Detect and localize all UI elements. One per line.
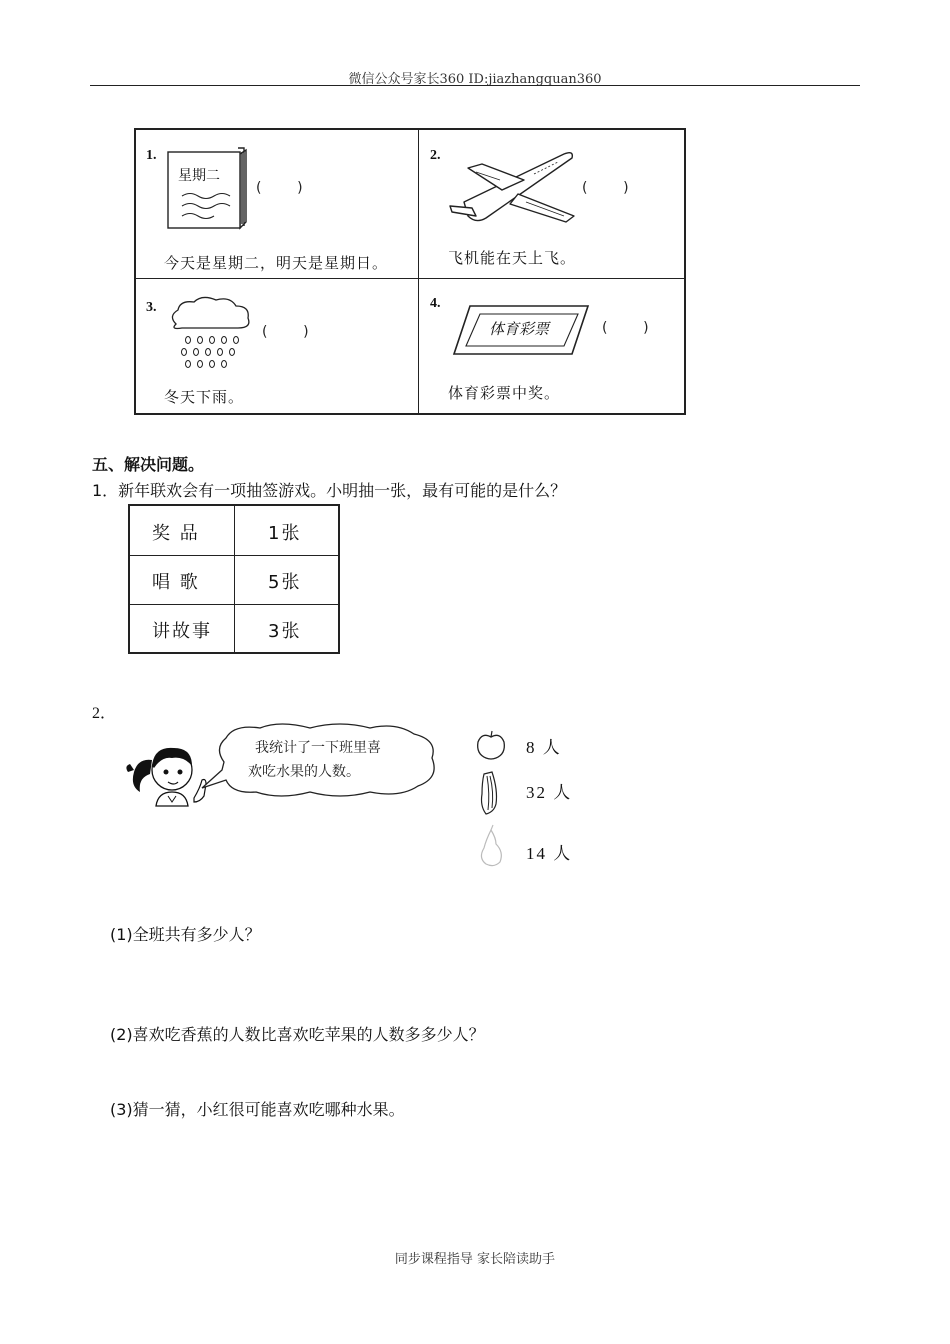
grid-divider-horizontal [134,278,686,279]
pear-icon [476,824,506,870]
table-row-3-count: 3张 [268,621,302,642]
section-title: 五、解决问题。 [92,455,205,474]
judge-3-statement: 冬天下雨。 [164,388,245,406]
apple-icon [474,728,508,762]
judge-2-answer[interactable]: ( ) [582,180,629,196]
apple-count: 8 人 [526,738,562,757]
judge-2-number: 2. [430,148,441,163]
sub-question-1: (1)全班共有多少人？ [110,925,261,944]
banana-icon [476,770,506,816]
bubble-line-2: 欢吃水果的人数。 [248,764,360,780]
question-1: 1．新年联欢会有一项抽签游戏。小明抽一张，最有可能的是什么？ [92,481,567,500]
pear-count: 14 人 [526,844,573,863]
sub-question-2: (2)喜欢吃香蕉的人数比喜欢吃苹果的人数多多少人？ [110,1025,485,1044]
judge-3-number: 3. [146,300,157,315]
page-header: 微信公众号家长360 ID:jiazhangquan360 [348,72,602,87]
table-row-2-count: 5张 [268,572,302,593]
judge-1-number: 1. [146,148,157,163]
judge-2-statement: 飞机能在天上飞。 [448,249,577,267]
table-row-1-item: 奖 品 [152,523,200,544]
table-row-1-count: 1张 [268,523,302,544]
header-rule [90,85,860,86]
sub-question-3: (3)猜一猜，小红很可能喜欢吃哪种水果。 [110,1100,405,1119]
page-footer: 同步课程指导 家长陪读助手 [394,1252,556,1267]
question-2-label: 2． [92,705,117,722]
rain-cloud-icon [166,294,258,374]
calendar-icon [160,144,252,236]
lottery-card-text: 体育彩票 [489,320,550,338]
table-row-2-item: 唱 歌 [152,572,200,593]
banana-count: 32 人 [526,783,573,802]
judge-3-answer[interactable]: ( ) [262,324,309,340]
table-row-3-item: 讲故事 [152,621,212,642]
judge-4-number: 4. [430,296,441,311]
judge-1-answer[interactable]: ( ) [256,180,303,196]
judge-4-statement: 体育彩票中奖。 [448,384,561,402]
prize-table [128,504,340,654]
judge-4-answer[interactable]: ( ) [602,320,649,336]
grid-divider-vertical [418,128,419,415]
judge-1-statement: 今天是星期二，明天是星期日。 [164,254,389,272]
calendar-text: 星期二 [178,168,220,184]
bubble-line-1: 我统计了一下班里喜 [255,740,381,756]
airplane-icon [446,146,578,228]
